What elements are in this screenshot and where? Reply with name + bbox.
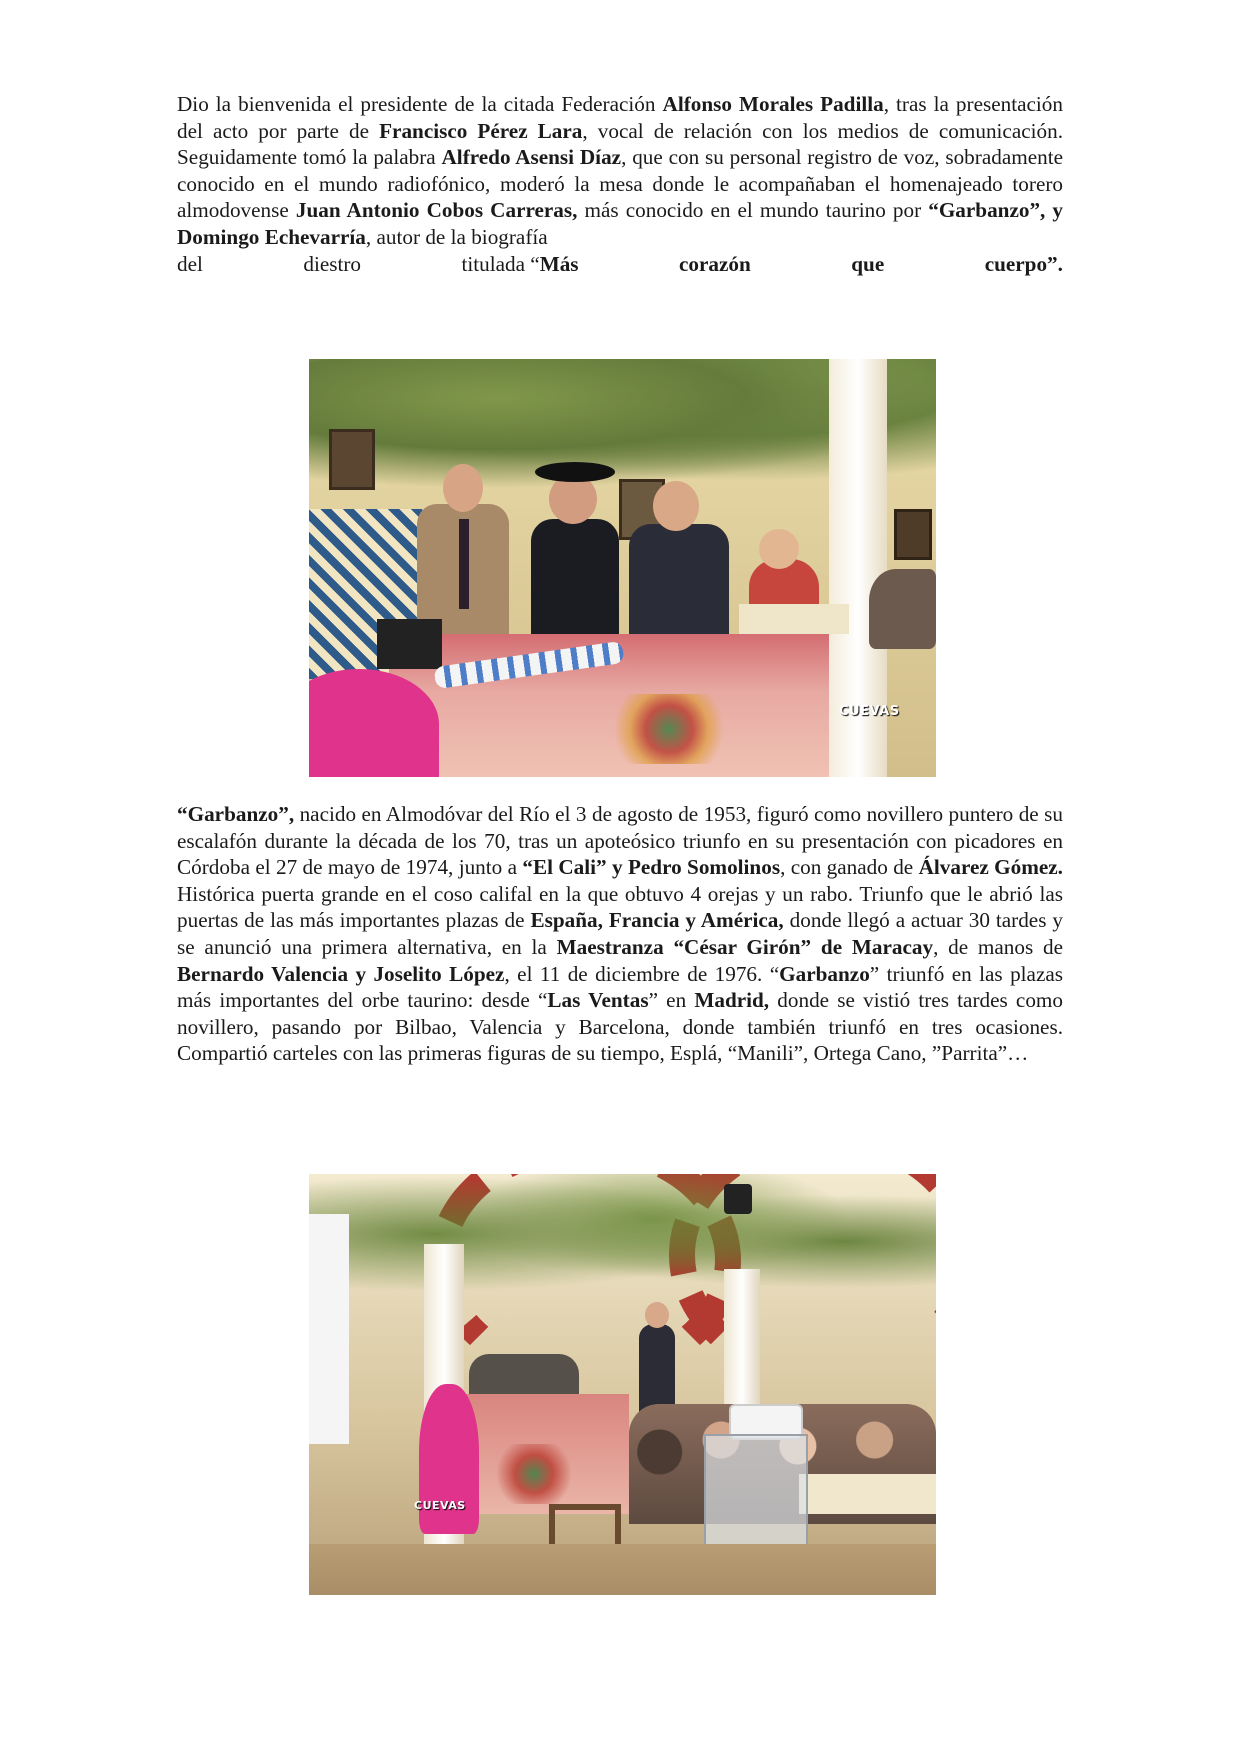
text-run: , autor de la biografía <box>365 224 548 249</box>
name-alfonso-morales-padilla: Alfonso Morales Padilla <box>662 92 884 116</box>
paragraph-biography <box>177 801 1063 1067</box>
wall-lantern <box>724 1184 752 1214</box>
text-run: ” triunfó en las plazas más importantes del orbe taurino: desde “ <box>177 961 1064 1013</box>
text-run: , vocal de relación con los medios de comunicación. Seguidamente tomó la palabra <box>177 118 1064 170</box>
text-run: donde llegó a actuar 30 tardes y se anunció una primera alternativa, en la <box>177 908 1064 959</box>
embroidered-shawl-pattern <box>599 694 739 764</box>
person-right-suit <box>629 524 729 649</box>
name-garbanzo: Garbanzo <box>779 961 870 986</box>
book-title-part: corazón <box>679 251 751 276</box>
photo-credit: CUEVAS <box>414 1499 466 1512</box>
laptop <box>377 619 442 669</box>
text-run: , de manos de <box>933 934 1063 959</box>
hanging-plants <box>309 1174 936 1324</box>
person-left-head <box>443 464 483 512</box>
side-table <box>739 604 849 634</box>
cordobes-hat <box>535 462 615 482</box>
book-title-part: Más <box>539 251 579 276</box>
book-title-part: cuerpo”. <box>984 251 1063 276</box>
tie <box>459 519 469 609</box>
framed-picture <box>329 429 375 490</box>
book-title-part: que <box>851 251 885 276</box>
name-garbanzo-echevarria: “Garbanzo”, y Domingo Echevarría <box>177 198 1064 249</box>
paragraph-last-line <box>177 251 1063 278</box>
countries-list: España, Francia y América, <box>530 908 784 933</box>
name-el-cali-pedro-somolinos: “El Cali” y Pedro Somolinos <box>522 855 781 880</box>
text-run: donde se vistió tres tardes como novillero, pasando por Bilbao, Valencia y Barcelona, donde también triunfó en tres ocasiones. Compartió carteles con las primeras figuras de su tiempo, Esplá, “Manili”, Ortega Cano, ”Parrita”… <box>177 988 1063 1066</box>
text-run: Dio la bienvenida el presidente de la citada Federación <box>177 92 663 116</box>
seated-woman-head <box>759 529 799 569</box>
text-run: , que con su personal registro de voz, sobradamente conocido en el mundo radiofónico, moderó la mesa donde le acompañaban el homenajeado torero almodovense <box>177 145 1063 223</box>
text-run: más conocido en el mundo taurino por <box>577 198 929 223</box>
name-garbanzo: “Garbanzo”, <box>177 802 295 826</box>
audience-table <box>799 1474 936 1514</box>
name-alfredo-asensi-diaz: Alfredo Asensi Díaz <box>441 145 622 170</box>
name-juan-antonio-cobos-carreras: Juan Antonio Cobos Carreras, <box>295 198 578 223</box>
name-francisco-perez-lara: Francisco Pérez Lara <box>379 118 583 143</box>
name-madrid: Madrid, <box>694 988 770 1013</box>
person-center-dark-suit <box>531 519 619 649</box>
embroidered-shawl-pattern <box>489 1444 579 1504</box>
text-run: nacido en Almodóvar del Río el 3 de agosto de 1953, figuró como novillero puntero de su escalafón durante la década de los 70, tras un apoteósico triunfo en su presentación con picadores en Córdoba el 27 de mayo de 1974, junto a <box>177 802 1063 880</box>
word: del <box>177 251 203 276</box>
photo-credit: CUEVAS <box>839 704 900 719</box>
ballot-box <box>704 1434 808 1548</box>
seated-man <box>869 569 936 649</box>
name-alvarez-gomez: Álvarez Gómez. <box>918 855 1063 880</box>
framed-picture <box>894 509 932 560</box>
photo-speakers-table <box>309 359 936 777</box>
text-run: , con ganado de <box>780 855 919 880</box>
floor <box>309 1544 936 1595</box>
projection-screen <box>309 1214 349 1444</box>
name-las-ventas: Las Ventas <box>547 988 649 1013</box>
person-right-head <box>653 481 699 531</box>
word-part: titulada “ <box>461 251 540 276</box>
text-run: ” en <box>648 988 695 1013</box>
text-run: , el 11 de diciembre de 1976. “ <box>504 961 780 986</box>
paragraph-intro <box>177 91 1063 277</box>
text-run: Histórica puerta grande en el coso califal en la que obtuvo 4 orejas y un rabo. Triunfo que le abrió las puertas de las más importantes plazas de <box>177 881 1063 933</box>
word <box>461 251 578 278</box>
standing-speaker-head <box>645 1302 669 1328</box>
name-bernardo-valencia-joselito-lopez: Bernardo Valencia y Joselito López <box>177 961 505 986</box>
name-maestranza-maracay: Maestranza “César Girón” de Maracay <box>556 934 934 959</box>
text-run: , tras la presentación del acto por parte de <box>177 92 1063 143</box>
word: diestro <box>303 251 362 276</box>
photo-event-room <box>309 1174 936 1595</box>
